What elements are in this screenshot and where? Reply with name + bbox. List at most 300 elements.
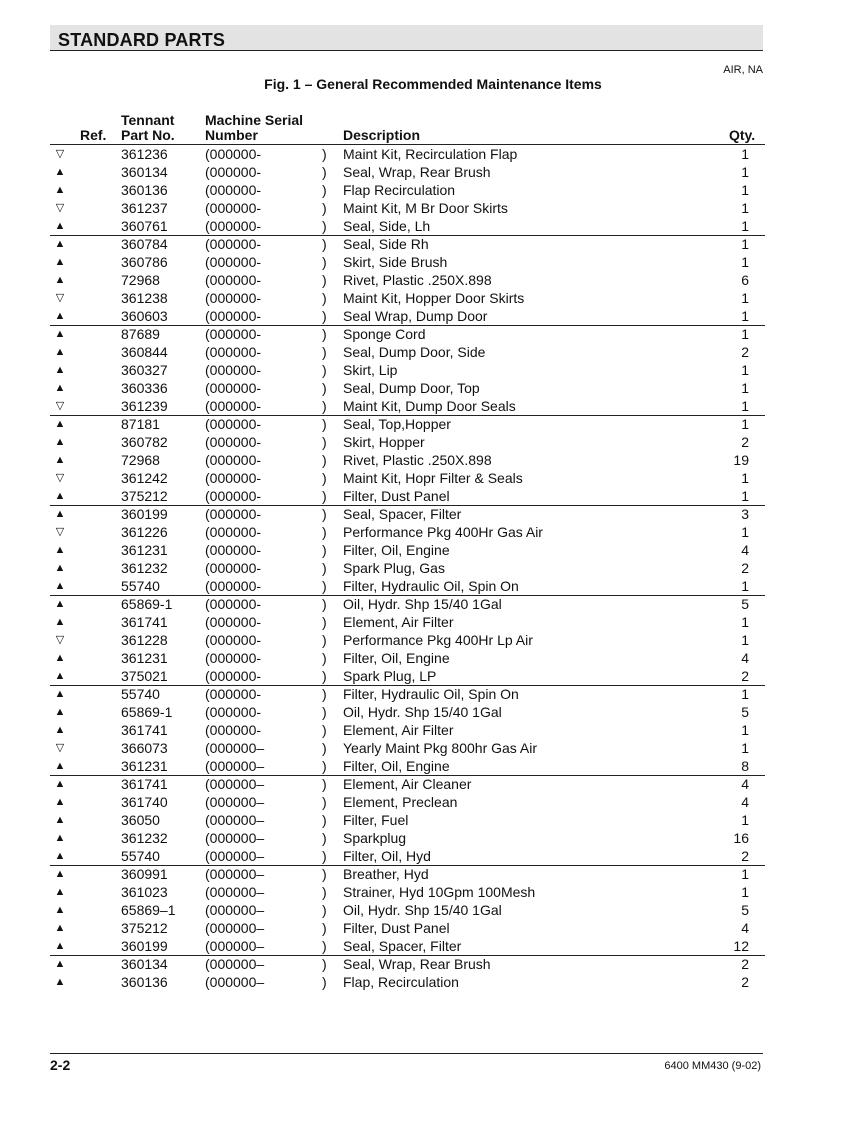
serial-number: (000000– bbox=[205, 812, 265, 828]
quantity: 1 bbox=[741, 722, 749, 738]
serial-close-paren: ) bbox=[322, 938, 327, 954]
part-number: 87689 bbox=[121, 326, 160, 342]
serial-number: (000000- bbox=[205, 362, 262, 378]
table-row bbox=[0, 775, 866, 793]
table-row bbox=[0, 163, 866, 181]
table-row bbox=[0, 793, 866, 811]
filled-triangle-icon: ▲ bbox=[54, 724, 66, 736]
serial-number: (000000– bbox=[205, 776, 265, 792]
serial-close-paren: ) bbox=[322, 974, 327, 990]
filled-triangle-icon: ▲ bbox=[54, 670, 66, 682]
serial-close-paren: ) bbox=[322, 290, 327, 306]
filled-triangle-icon: ▲ bbox=[54, 688, 66, 700]
part-description: Seal, Top,Hopper bbox=[343, 416, 451, 432]
quantity: 1 bbox=[741, 146, 749, 162]
serial-number: (000000- bbox=[205, 146, 262, 162]
part-number: 360336 bbox=[121, 380, 168, 396]
serial-close-paren: ) bbox=[322, 344, 327, 360]
table-row bbox=[0, 811, 866, 829]
part-description: Skirt, Side Brush bbox=[343, 254, 448, 270]
table-row bbox=[0, 937, 866, 955]
table-row bbox=[0, 523, 866, 541]
serial-close-paren: ) bbox=[322, 542, 327, 558]
table-row bbox=[0, 631, 866, 649]
open-triangle-icon: ▽ bbox=[55, 742, 65, 754]
part-number: 375021 bbox=[121, 668, 168, 684]
part-description: Sponge Cord bbox=[343, 326, 426, 342]
part-number: 72968 bbox=[121, 452, 160, 468]
table-row bbox=[0, 325, 866, 343]
table-row bbox=[0, 433, 866, 451]
serial-close-paren: ) bbox=[322, 272, 327, 288]
serial-number: (000000- bbox=[205, 668, 262, 684]
serial-close-paren: ) bbox=[322, 704, 327, 720]
table-row bbox=[0, 451, 866, 469]
filled-triangle-icon: ▲ bbox=[54, 346, 66, 358]
filled-triangle-icon: ▲ bbox=[54, 616, 66, 628]
part-description: Maint Kit, M Br Door Skirts bbox=[343, 200, 508, 216]
filled-triangle-icon: ▲ bbox=[54, 778, 66, 790]
table-row bbox=[0, 235, 866, 253]
table-row bbox=[0, 613, 866, 631]
part-number: 361232 bbox=[121, 830, 168, 846]
figure-title: Fig. 1 – General Recommended Maintenance Items bbox=[264, 76, 602, 92]
table-row bbox=[0, 253, 866, 271]
table-row bbox=[0, 343, 866, 361]
quantity: 2 bbox=[741, 560, 749, 576]
part-description: Maint Kit, Hopr Filter & Seals bbox=[343, 470, 523, 486]
part-number: 375212 bbox=[121, 488, 168, 504]
part-number: 36050 bbox=[121, 812, 160, 828]
quantity: 1 bbox=[741, 632, 749, 648]
serial-close-paren: ) bbox=[322, 362, 327, 378]
table-row bbox=[0, 199, 866, 217]
table-row bbox=[0, 145, 866, 163]
filled-triangle-icon: ▲ bbox=[54, 706, 66, 718]
part-description: Rivet, Plastic .250X.898 bbox=[343, 452, 492, 468]
filled-triangle-icon: ▲ bbox=[54, 814, 66, 826]
filled-triangle-icon: ▲ bbox=[54, 922, 66, 934]
filled-triangle-icon: ▲ bbox=[54, 598, 66, 610]
table-row bbox=[0, 541, 866, 559]
serial-number: (000000- bbox=[205, 542, 262, 558]
part-description: Filter, Dust Panel bbox=[343, 488, 450, 504]
table-row bbox=[0, 307, 866, 325]
serial-close-paren: ) bbox=[322, 398, 327, 414]
table-row bbox=[0, 829, 866, 847]
serial-close-paren: ) bbox=[322, 578, 327, 594]
table-row bbox=[0, 649, 866, 667]
page-number: 2-2 bbox=[50, 1057, 71, 1073]
part-description: Filter, Fuel bbox=[343, 812, 409, 828]
serial-number: (000000- bbox=[205, 452, 262, 468]
part-description: Seal, Side, Lh bbox=[343, 218, 431, 234]
quantity: 1 bbox=[741, 362, 749, 378]
open-triangle-icon: ▽ bbox=[55, 148, 65, 160]
serial-number: (000000- bbox=[205, 164, 262, 180]
table-row bbox=[0, 577, 866, 595]
quantity: 1 bbox=[741, 380, 749, 396]
serial-number: (000000- bbox=[205, 434, 262, 450]
serial-number: (000000- bbox=[205, 398, 262, 414]
part-description: Performance Pkg 400Hr Lp Air bbox=[343, 632, 533, 648]
filled-triangle-icon: ▲ bbox=[54, 850, 66, 862]
quantity: 1 bbox=[741, 200, 749, 216]
serial-number: (000000- bbox=[205, 272, 262, 288]
serial-close-paren: ) bbox=[322, 308, 327, 324]
open-triangle-icon: ▽ bbox=[55, 400, 65, 412]
part-number: 360327 bbox=[121, 362, 168, 378]
serial-number: (000000- bbox=[205, 650, 262, 666]
serial-number: (000000– bbox=[205, 848, 265, 864]
serial-close-paren: ) bbox=[322, 830, 327, 846]
column-header-ref: Ref. bbox=[80, 127, 107, 143]
part-description: Maint Kit, Hopper Door Skirts bbox=[343, 290, 525, 306]
serial-number: (000000– bbox=[205, 740, 265, 756]
quantity: 1 bbox=[741, 326, 749, 342]
part-number: 360761 bbox=[121, 218, 168, 234]
part-number: 360782 bbox=[121, 434, 168, 450]
filled-triangle-icon: ▲ bbox=[54, 310, 66, 322]
table-row bbox=[0, 847, 866, 865]
serial-close-paren: ) bbox=[322, 326, 327, 342]
part-description: Rivet, Plastic .250X.898 bbox=[343, 272, 492, 288]
serial-number: (000000- bbox=[205, 506, 262, 522]
quantity: 1 bbox=[741, 398, 749, 414]
serial-number: (000000- bbox=[205, 488, 262, 504]
serial-number: (000000– bbox=[205, 956, 265, 972]
part-number: 361231 bbox=[121, 650, 168, 666]
serial-close-paren: ) bbox=[322, 902, 327, 918]
table-row bbox=[0, 271, 866, 289]
quantity: 1 bbox=[741, 308, 749, 324]
quantity: 1 bbox=[741, 416, 749, 432]
part-description: Filter, Oil, Hyd bbox=[343, 848, 431, 864]
part-description: Breather, Hyd bbox=[343, 866, 429, 882]
filled-triangle-icon: ▲ bbox=[54, 562, 66, 574]
filled-triangle-icon: ▲ bbox=[54, 166, 66, 178]
quantity: 2 bbox=[741, 344, 749, 360]
serial-number: (000000- bbox=[205, 596, 262, 612]
serial-close-paren: ) bbox=[322, 434, 327, 450]
quantity: 8 bbox=[741, 758, 749, 774]
serial-number: (000000- bbox=[205, 326, 262, 342]
part-description: Seal, Dump Door, Top bbox=[343, 380, 480, 396]
part-description: Flap Recirculation bbox=[343, 182, 456, 198]
serial-number: (000000– bbox=[205, 830, 265, 846]
part-description: Yearly Maint Pkg 800hr Gas Air bbox=[343, 740, 538, 756]
filled-triangle-icon: ▲ bbox=[54, 940, 66, 952]
quantity: 2 bbox=[741, 956, 749, 972]
serial-close-paren: ) bbox=[322, 614, 327, 630]
table-row bbox=[0, 559, 866, 577]
serial-number: (000000- bbox=[205, 416, 262, 432]
quantity: 1 bbox=[741, 614, 749, 630]
part-number: 361231 bbox=[121, 758, 168, 774]
part-number: 361242 bbox=[121, 470, 168, 486]
part-description: Spark Plug, Gas bbox=[343, 560, 445, 576]
parts-table-body bbox=[0, 145, 866, 991]
open-triangle-icon: ▽ bbox=[55, 292, 65, 304]
part-number: 360784 bbox=[121, 236, 168, 252]
serial-close-paren: ) bbox=[322, 470, 327, 486]
part-description: Element, Preclean bbox=[343, 794, 458, 810]
table-row bbox=[0, 415, 866, 433]
quantity: 1 bbox=[741, 686, 749, 702]
part-number: 361740 bbox=[121, 794, 168, 810]
quantity: 6 bbox=[741, 272, 749, 288]
serial-close-paren: ) bbox=[322, 686, 327, 702]
serial-number: (000000- bbox=[205, 578, 262, 594]
serial-number: (000000- bbox=[205, 686, 262, 702]
serial-number: (000000– bbox=[205, 938, 265, 954]
filled-triangle-icon: ▲ bbox=[54, 868, 66, 880]
quantity: 1 bbox=[741, 740, 749, 756]
part-description: Performance Pkg 400Hr Gas Air bbox=[343, 524, 543, 540]
table-row bbox=[0, 973, 866, 991]
part-number: 360991 bbox=[121, 866, 168, 882]
serial-close-paren: ) bbox=[322, 200, 327, 216]
part-number: 360136 bbox=[121, 974, 168, 990]
serial-close-paren: ) bbox=[322, 254, 327, 270]
serial-close-paren: ) bbox=[322, 668, 327, 684]
serial-number: (000000- bbox=[205, 614, 262, 630]
serial-number: (000000- bbox=[205, 632, 262, 648]
open-triangle-icon: ▽ bbox=[55, 634, 65, 646]
part-number: 360603 bbox=[121, 308, 168, 324]
quantity: 1 bbox=[741, 524, 749, 540]
quantity: 1 bbox=[741, 290, 749, 306]
column-header-serial: Machine Serial Number bbox=[205, 112, 304, 143]
part-number: 361741 bbox=[121, 776, 168, 792]
table-row bbox=[0, 721, 866, 739]
filled-triangle-icon: ▲ bbox=[54, 544, 66, 556]
serial-number: (000000- bbox=[205, 344, 262, 360]
serial-close-paren: ) bbox=[322, 560, 327, 576]
serial-close-paren: ) bbox=[322, 146, 327, 162]
serial-close-paren: ) bbox=[322, 506, 327, 522]
part-description: Oil, Hydr. Shp 15/40 1Gal bbox=[343, 902, 502, 918]
part-number: 361023 bbox=[121, 884, 168, 900]
filled-triangle-icon: ▲ bbox=[54, 238, 66, 250]
quantity: 1 bbox=[741, 884, 749, 900]
serial-number: (000000- bbox=[205, 704, 262, 720]
filled-triangle-icon: ▲ bbox=[54, 256, 66, 268]
part-description: Filter, Hydraulic Oil, Spin On bbox=[343, 578, 519, 594]
quantity: 1 bbox=[741, 182, 749, 198]
serial-number: (000000– bbox=[205, 884, 265, 900]
section-title: STANDARD PARTS bbox=[58, 30, 226, 50]
serial-close-paren: ) bbox=[322, 164, 327, 180]
part-description: Filter, Oil, Engine bbox=[343, 758, 450, 774]
part-description: Element, Air Filter bbox=[343, 614, 454, 630]
quantity: 4 bbox=[741, 650, 749, 666]
quantity: 1 bbox=[741, 164, 749, 180]
part-description: Oil, Hydr. Shp 15/40 1Gal bbox=[343, 596, 502, 612]
section-header-bar bbox=[50, 25, 763, 51]
part-description: Maint Kit, Dump Door Seals bbox=[343, 398, 516, 414]
table-row bbox=[0, 595, 866, 613]
column-header-part-no: Tennant Part No. bbox=[121, 112, 175, 143]
part-number: 366073 bbox=[121, 740, 168, 756]
table-row bbox=[0, 883, 866, 901]
quantity: 2 bbox=[741, 848, 749, 864]
serial-close-paren: ) bbox=[322, 812, 327, 828]
part-number: 361237 bbox=[121, 200, 168, 216]
table-row bbox=[0, 865, 866, 883]
part-number: 361231 bbox=[121, 542, 168, 558]
serial-number: (000000- bbox=[205, 470, 262, 486]
quantity: 4 bbox=[741, 542, 749, 558]
serial-number: (000000- bbox=[205, 722, 262, 738]
part-number: 65869-1 bbox=[121, 704, 173, 720]
part-number: 360134 bbox=[121, 956, 168, 972]
quantity: 1 bbox=[741, 470, 749, 486]
filled-triangle-icon: ▲ bbox=[54, 274, 66, 286]
serial-number: (000000- bbox=[205, 380, 262, 396]
open-triangle-icon: ▽ bbox=[55, 526, 65, 538]
part-description: Oil, Hydr. Shp 15/40 1Gal bbox=[343, 704, 502, 720]
quantity: 2 bbox=[741, 668, 749, 684]
serial-close-paren: ) bbox=[322, 452, 327, 468]
serial-number: (000000- bbox=[205, 560, 262, 576]
filled-triangle-icon: ▲ bbox=[54, 976, 66, 988]
part-number: 375212 bbox=[121, 920, 168, 936]
part-number: 360199 bbox=[121, 938, 168, 954]
serial-close-paren: ) bbox=[322, 884, 327, 900]
quantity: 1 bbox=[741, 488, 749, 504]
serial-close-paren: ) bbox=[322, 236, 327, 252]
filled-triangle-icon: ▲ bbox=[54, 886, 66, 898]
serial-number: (000000– bbox=[205, 758, 265, 774]
part-number: 361228 bbox=[121, 632, 168, 648]
serial-close-paren: ) bbox=[322, 794, 327, 810]
filled-triangle-icon: ▲ bbox=[54, 328, 66, 340]
quantity: 4 bbox=[741, 776, 749, 792]
filled-triangle-icon: ▲ bbox=[54, 652, 66, 664]
part-description: Seal, Spacer, Filter bbox=[343, 506, 462, 522]
table-header bbox=[0, 112, 866, 144]
table-row bbox=[0, 739, 866, 757]
table-row bbox=[0, 181, 866, 199]
table-row bbox=[0, 361, 866, 379]
table-row bbox=[0, 703, 866, 721]
column-header-qty: Qty. bbox=[729, 127, 756, 143]
document-id: 6400 MM430 (9-02) bbox=[664, 1060, 761, 1072]
part-number: 87181 bbox=[121, 416, 160, 432]
part-description: Seal, Dump Door, Side bbox=[343, 344, 486, 360]
filled-triangle-icon: ▲ bbox=[54, 958, 66, 970]
part-number: 55740 bbox=[121, 578, 160, 594]
quantity: 1 bbox=[741, 578, 749, 594]
part-description: Element, Air Cleaner bbox=[343, 776, 472, 792]
serial-number: (000000- bbox=[205, 236, 262, 252]
part-description: Strainer, Hyd 10Gpm 100Mesh bbox=[343, 884, 536, 900]
serial-close-paren: ) bbox=[322, 956, 327, 972]
quantity: 4 bbox=[741, 794, 749, 810]
part-description: Skirt, Hopper bbox=[343, 434, 425, 450]
part-description: Maint Kit, Recirculation Flap bbox=[343, 146, 518, 162]
serial-close-paren: ) bbox=[322, 524, 327, 540]
serial-number: (000000- bbox=[205, 308, 262, 324]
serial-close-paren: ) bbox=[322, 182, 327, 198]
quantity: 1 bbox=[741, 236, 749, 252]
serial-number: (000000– bbox=[205, 866, 265, 882]
part-description: Skirt, Lip bbox=[343, 362, 398, 378]
serial-close-paren: ) bbox=[322, 380, 327, 396]
filled-triangle-icon: ▲ bbox=[54, 436, 66, 448]
part-number: 72968 bbox=[121, 272, 160, 288]
table-row bbox=[0, 955, 866, 973]
part-number: 361741 bbox=[121, 722, 168, 738]
serial-close-paren: ) bbox=[322, 650, 327, 666]
table-row bbox=[0, 919, 866, 937]
part-description: Sparkplug bbox=[343, 830, 407, 846]
quantity: 5 bbox=[741, 596, 749, 612]
section-tag: AIR, NA bbox=[723, 64, 763, 76]
part-description: Spark Plug, LP bbox=[343, 668, 437, 684]
quantity: 1 bbox=[741, 812, 749, 828]
table-row bbox=[0, 289, 866, 307]
table-row bbox=[0, 397, 866, 415]
serial-number: (000000- bbox=[205, 254, 262, 270]
part-number: 360134 bbox=[121, 164, 168, 180]
table-row bbox=[0, 685, 866, 703]
serial-number: (000000- bbox=[205, 218, 262, 234]
serial-close-paren: ) bbox=[322, 416, 327, 432]
serial-close-paren: ) bbox=[322, 722, 327, 738]
table-row bbox=[0, 667, 866, 685]
part-description: Seal, Spacer, Filter bbox=[343, 938, 462, 954]
serial-close-paren: ) bbox=[322, 218, 327, 234]
part-number: 361238 bbox=[121, 290, 168, 306]
part-description: Filter, Hydraulic Oil, Spin On bbox=[343, 686, 519, 702]
part-description: Filter, Dust Panel bbox=[343, 920, 450, 936]
quantity: 12 bbox=[733, 938, 749, 954]
filled-triangle-icon: ▲ bbox=[54, 418, 66, 430]
quantity: 2 bbox=[741, 434, 749, 450]
quantity: 16 bbox=[733, 830, 749, 846]
serial-number: (000000- bbox=[205, 290, 262, 306]
part-number: 361239 bbox=[121, 398, 168, 414]
filled-triangle-icon: ▲ bbox=[54, 796, 66, 808]
part-description: Seal, Wrap, Rear Brush bbox=[343, 164, 491, 180]
part-description: Element, Air Filter bbox=[343, 722, 454, 738]
filled-triangle-icon: ▲ bbox=[54, 382, 66, 394]
filled-triangle-icon: ▲ bbox=[54, 220, 66, 232]
filled-triangle-icon: ▲ bbox=[54, 454, 66, 466]
part-number: 361226 bbox=[121, 524, 168, 540]
serial-number: (000000– bbox=[205, 920, 265, 936]
part-description: Seal, Side Rh bbox=[343, 236, 429, 252]
quantity: 4 bbox=[741, 920, 749, 936]
serial-close-paren: ) bbox=[322, 920, 327, 936]
part-number: 65869–1 bbox=[121, 902, 176, 918]
part-description: Flap, Recirculation bbox=[343, 974, 459, 990]
open-triangle-icon: ▽ bbox=[55, 472, 65, 484]
part-number: 361236 bbox=[121, 146, 168, 162]
serial-number: (000000- bbox=[205, 182, 262, 198]
column-header-description: Description bbox=[343, 127, 421, 143]
filled-triangle-icon: ▲ bbox=[54, 904, 66, 916]
filled-triangle-icon: ▲ bbox=[54, 580, 66, 592]
part-number: 360199 bbox=[121, 506, 168, 522]
quantity: 2 bbox=[741, 974, 749, 990]
serial-close-paren: ) bbox=[322, 848, 327, 864]
quantity: 3 bbox=[741, 506, 749, 522]
part-description: Filter, Oil, Engine bbox=[343, 542, 450, 558]
quantity: 5 bbox=[741, 902, 749, 918]
